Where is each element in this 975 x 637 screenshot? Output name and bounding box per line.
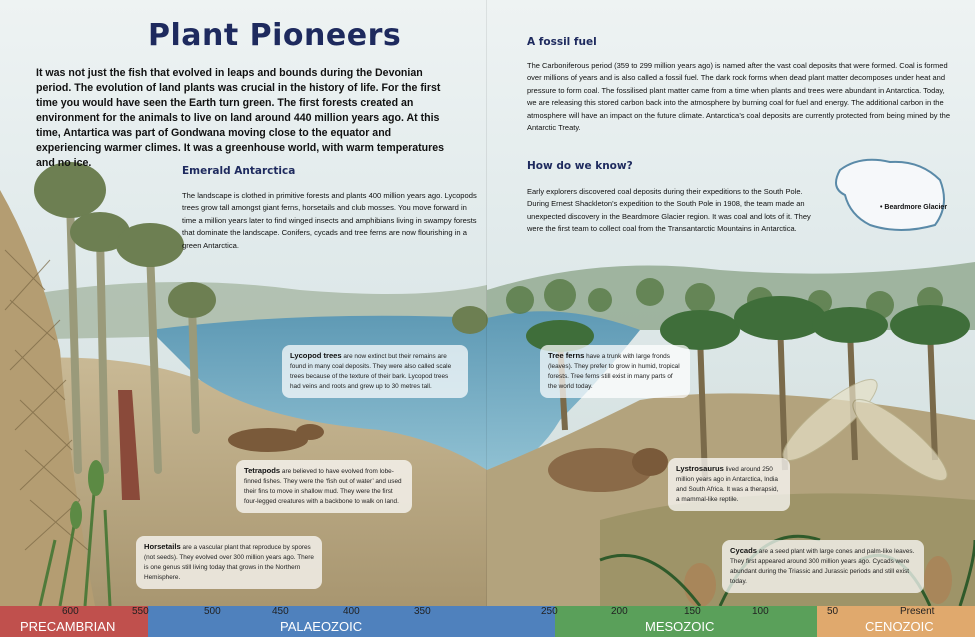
map-label-beardmore-glacier: • Beardmore Glacier bbox=[880, 204, 948, 211]
card-text: have a trunk with large fronds (leaves). They prefer to grow in humid, tropical forests. Tree ferns still exist in many parts of the world today. bbox=[548, 353, 680, 390]
era-label: MESOZOIC bbox=[645, 619, 715, 634]
timeline-tick: Present bbox=[900, 606, 935, 617]
intro-paragraph: It was not just the fish that evolved in leaps and bounds during the Devonian period. The evolution of land plants was crucial in the history of life. For the first time you would have seen the Earth turn green. The first forests created an environment for the animals to live on land around 440 million years ago. At this time, Antartica was part of Gondwana moving close to the equator and experiencing warmer climes. It was a greenhouse world, with warm temperatures and no ice. bbox=[36, 67, 444, 169]
timeline-tick: 250 bbox=[541, 606, 558, 617]
timeline-tick: 450 bbox=[272, 606, 289, 617]
timeline-tick: 100 bbox=[752, 606, 769, 617]
timeline-era-cenozoic bbox=[817, 606, 975, 637]
card-text: are a vascular plant that reproduce by spores (not seeds). They evolved over 300 million years ago. There is one genus still living today that grows in the Northern Hemisphere. bbox=[144, 544, 314, 581]
timeline-tick: 150 bbox=[684, 606, 701, 617]
timeline-tick: 500 bbox=[204, 606, 221, 617]
era-label: CENOZOIC bbox=[865, 619, 934, 634]
timeline-tick: 200 bbox=[611, 606, 628, 617]
timeline-tick: 550 bbox=[132, 606, 149, 617]
card-text: are now extinct but their remains are found in many coal deposits. They were also called scale trees because of the texture of their bark. Lycopod trees had veins and roots and grew up to 30 metres tall. bbox=[290, 353, 452, 390]
card-title: Tree ferns bbox=[548, 351, 585, 360]
page-title: Plant Pioneers bbox=[148, 18, 402, 53]
card-title: Lycopod trees bbox=[290, 351, 342, 360]
section-text-how-do-we-know: Early explorers discovered coal deposits during their expeditions to the South Pole. During Ernest Shackleton’s expedition to the South Pole in 1908, the team made an unexpected discovery in the Beardmore Glacier region. It was coal and lots of it. They were the first team to collect coal from the Transantarctic Mountains in Antarctica. bbox=[527, 187, 811, 234]
info-card-horsetails bbox=[136, 536, 322, 589]
section-heading-how-do-we-know: How do we know? bbox=[527, 160, 633, 172]
card-text: are believed to have evolved from lobe-finned fishes. They were the ‘fish out of water’ and used their fins to move in shallow mud. They were the first four-legged creatures with a backbone to walk on land. bbox=[244, 468, 402, 505]
timeline-tick: 600 bbox=[62, 606, 79, 617]
era-label: PALAEOZOIC bbox=[280, 619, 363, 634]
page-gutter bbox=[486, 0, 487, 606]
timeline-tick: 350 bbox=[414, 606, 431, 617]
section-text-fossil-fuel: The Carboniferous period (359 to 299 million years ago) is named after the vast coal deposits that were formed. Coal is formed over millions of years and is also called a fossil fuel. The dark rock forms when dead plant matter decomposes under heat and pressure to form coal. The fossilised plant matter came from a time when plants and trees were abundant in Antarctica. Today, we are releasing this stored carbon back into the atmosphere by burning coal for fuel and energy. The additional carbon in the atmosphere will have an impact on the future climate. Antarctica’s coal deposits are currently protected from being mined by the Antarctic Treaty. bbox=[527, 61, 950, 133]
card-title: Tetrapods bbox=[244, 466, 281, 475]
info-card-lystrosaurus bbox=[668, 458, 790, 511]
timeline-tick: 400 bbox=[343, 606, 360, 617]
card-text: lived around 250 million years ago in Antarctica, India and South Africa. It was a therapsid, a mammal-like reptile. bbox=[676, 466, 779, 503]
timeline-era-palaeozoic bbox=[148, 606, 487, 637]
info-card-cycads bbox=[722, 540, 924, 593]
info-card-lycopod bbox=[282, 345, 468, 398]
card-title: Cycads bbox=[730, 546, 758, 555]
timeline-tick: 50 bbox=[827, 606, 839, 617]
section-text-emerald-antarctica: The landscape is clothed in primitive forests and plants 400 million years ago. Lycopods trees grow tall amongst giant ferns, horsetails and club mosses. You move forward in time a million years later to find winged insects and amphibians living in swampy forests that dominate the landscape. Conifers, cycads and tree ferns are now flourishing in a green Antarctica. bbox=[182, 191, 477, 250]
section-heading-fossil-fuel: A fossil fuel bbox=[527, 36, 597, 48]
info-card-tetrapods bbox=[236, 460, 412, 513]
section-heading-emerald-antarctica: Emerald Antarctica bbox=[182, 165, 296, 177]
info-card-tree-ferns bbox=[540, 345, 690, 398]
card-title: Lystrosaurus bbox=[676, 464, 724, 473]
card-title: Horsetails bbox=[144, 542, 181, 551]
era-label: PRECAMBRIAN bbox=[20, 619, 116, 634]
card-text: are a seed plant with large cones and palm-like leaves. They first appeared around 300 million years ago. Cycads were abundant during the Triassic and Jurassic periods and still exist today. bbox=[730, 548, 915, 585]
